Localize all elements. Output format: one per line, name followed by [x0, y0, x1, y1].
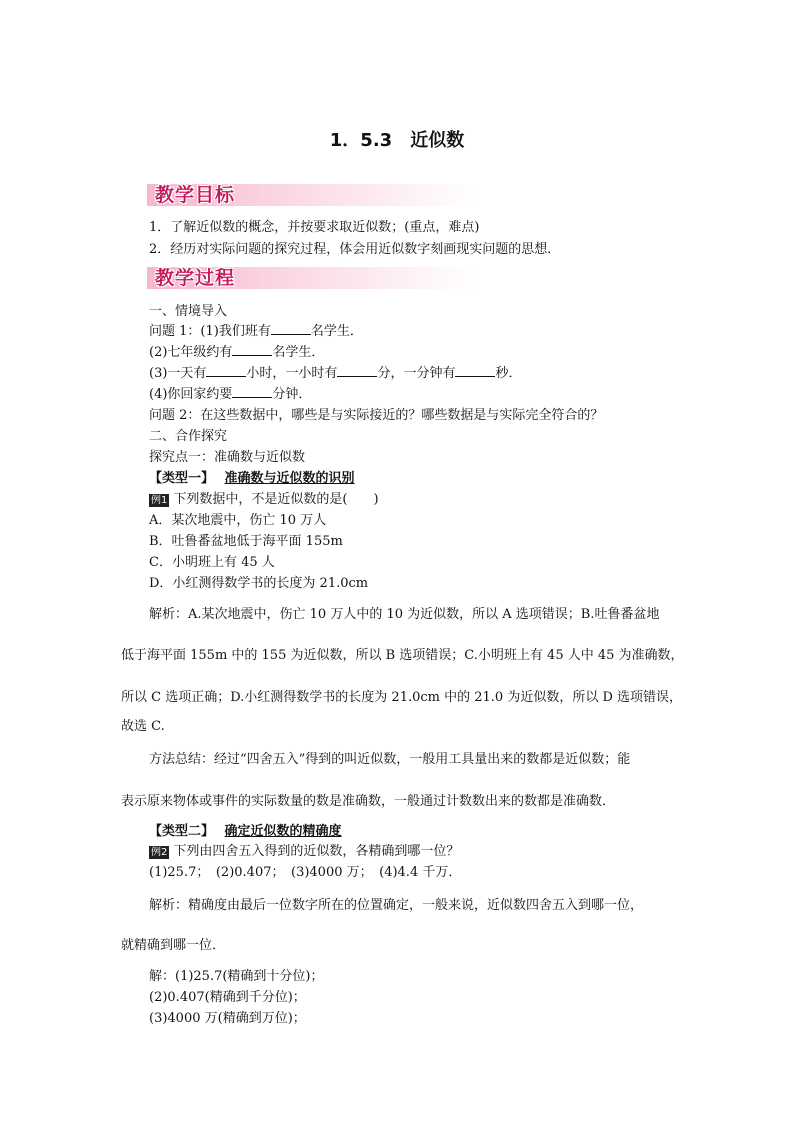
question-text: 秒．	[495, 366, 522, 381]
question-text: 小时，一小时有	[246, 366, 338, 381]
question-text: 分，一分钟有	[377, 366, 456, 381]
teaching-process-banner	[147, 263, 475, 289]
teaching-goals-banner	[147, 180, 475, 206]
analysis-text: 故选 C.	[121, 719, 165, 734]
example-question	[149, 488, 379, 507]
answer-blank	[455, 365, 495, 377]
type-tag: 【类型二】	[149, 824, 215, 839]
goal-item: 2．经历对实际问题的探究过程，体会用近似数字刻画现实问题的思想．	[149, 242, 561, 257]
answer-blank	[337, 365, 377, 377]
example-tag: 例1	[151, 495, 168, 506]
question-line: 问题 2：在这些数据中，哪些是与实际接近的？哪些数据是与实际完全符合的？	[149, 408, 604, 423]
method-summary: 表示原来物体或事件的实际数量的数是准确数，一般通过计数数出来的数都是准确数．	[121, 794, 616, 809]
question-text: 问题 1：(1)我们班有	[149, 324, 271, 339]
example-items: (1)25.7； (2)0.407； (3)4000 万； (4)4.4 千万．	[149, 865, 462, 880]
answer-blank	[232, 344, 272, 356]
analysis-text: 解析：A.某次地震中，伤亡 10 万人中的 10 为近似数，所以 A 选项错误；B.吐鲁番盆地	[149, 607, 660, 622]
question-line	[149, 320, 363, 339]
example-text: 下列由四舍五入得到的近似数，各精确到哪一位？	[173, 844, 460, 859]
section-heading: 二、合作探究	[149, 429, 228, 444]
question-text: (2)七年级约有	[149, 345, 233, 360]
answer-blank	[232, 386, 272, 398]
type-title: 确定近似数的精确度	[224, 824, 342, 839]
question-text: 名学生．	[310, 324, 363, 339]
answer-blank	[271, 323, 311, 335]
solution-line: (3)4000 万(精确到万位)；	[149, 1011, 306, 1026]
type-tag: 【类型一】	[149, 471, 215, 486]
option-item: A．某次地震中，伤亡 10 万人	[149, 513, 327, 528]
page-title: 1．5.3 近似数	[329, 130, 465, 151]
question-text: 名学生．	[272, 345, 325, 360]
question-text: (4)你回家约要	[149, 387, 233, 402]
question-line	[149, 362, 521, 381]
example-text: 下列数据中，不是近似数的是( )	[173, 492, 379, 507]
analysis-text: 低于海平面 155m 中的 155 为近似数，所以 B 选项错误；C.小明班上有 45 人中 45 为准确数，	[121, 648, 684, 663]
goal-item: 1．了解近似数的概念，并按要求取近似数；(重点，难点)	[149, 220, 480, 235]
type-title: 准确数与近似数的识别	[224, 471, 355, 486]
option-item: C．小明班上有 45 人	[149, 555, 275, 570]
question-line	[149, 341, 324, 360]
type-heading	[149, 467, 355, 486]
example-question	[149, 840, 459, 859]
method-summary: 方法总结：经过“四舍五入”得到的叫近似数，一般用工具量出来的数都是近似数；能	[149, 752, 631, 767]
analysis-text: 解析：精确度由最后一位数字所在的位置确定，一般来说，近似数四舍五入到哪一位，	[149, 898, 644, 913]
question-line	[149, 383, 311, 402]
analysis-text: 所以 C 选项正确；D.小红测得数学书的长度为 21.0cm 中的 21.0 为近似数，所以 D 选项错误，	[121, 690, 683, 705]
question-text: 分钟．	[272, 387, 312, 402]
banner-label: 教学目标	[155, 184, 236, 206]
solution-line: (2)0.407(精确到千分位)；	[149, 990, 306, 1005]
section-heading: 一、情境导入	[149, 304, 228, 319]
banner-label: 教学过程	[155, 267, 236, 289]
type-heading	[149, 820, 342, 839]
explore-point: 探究点一：准确数与近似数	[149, 450, 306, 465]
option-item: D．小红测得数学书的长度为 21.0cm	[149, 576, 369, 591]
solution-line: 解：(1)25.7(精确到十分位)；	[149, 969, 324, 984]
example-tag: 例2	[151, 847, 168, 858]
option-item: B．吐鲁番盆地低于海平面 155m	[149, 534, 343, 549]
answer-blank	[206, 365, 246, 377]
analysis-text: 就精确到哪一位．	[121, 938, 226, 953]
question-text: (3)一天有	[149, 366, 207, 381]
